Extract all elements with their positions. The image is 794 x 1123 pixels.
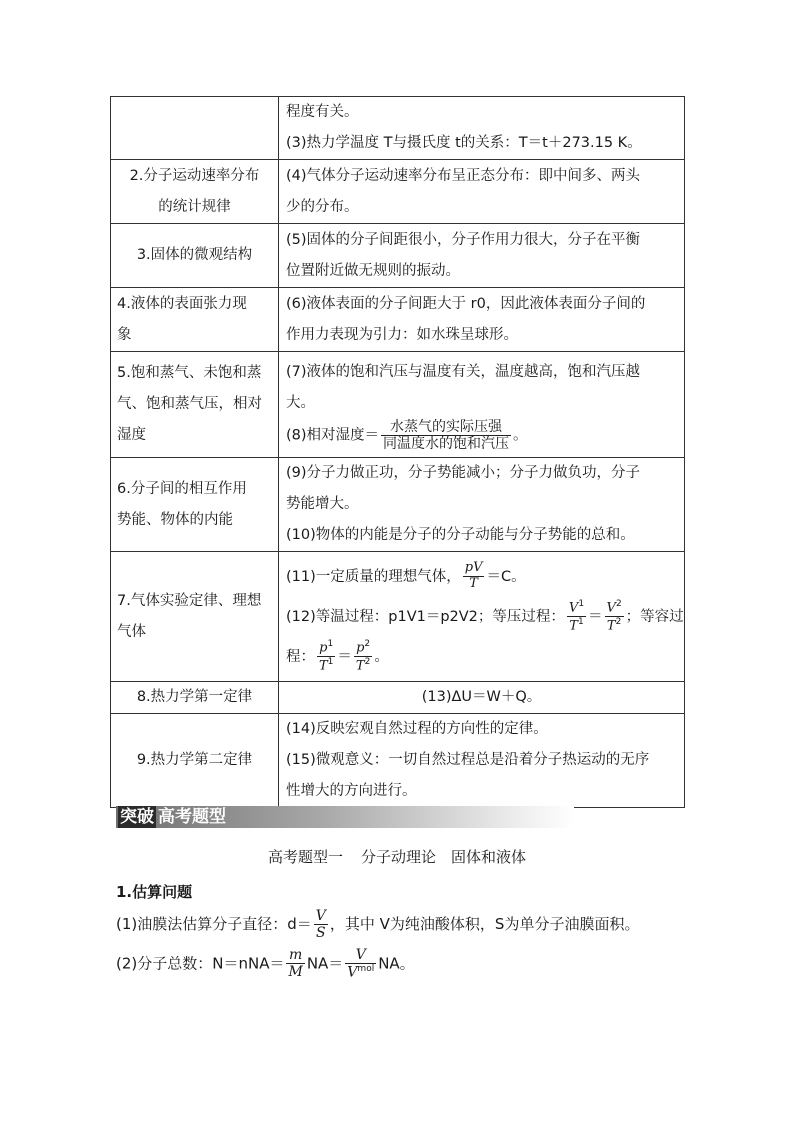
topic-line: 气、饱和蒸气压，相对 <box>117 396 262 412</box>
content-line: (4)气体分子运动速率分布呈正态分布：即中间多、两头 <box>286 167 641 184</box>
content-cell <box>279 714 685 808</box>
formula-suffix: 。 <box>374 648 389 665</box>
isochoric-fraction-left: $\frac{p^1}{T^1}$ <box>319 638 334 674</box>
topic-line: 势能、物体的内能 <box>117 511 233 528</box>
table-row <box>111 552 685 682</box>
content-line: (3)热力学温度 T与摄氏度 t的关系：T＝t＋273.15 K。 <box>286 135 642 151</box>
formula-mid: NA＝ <box>306 954 344 973</box>
content-cell <box>279 458 685 552</box>
topic-line: 象 <box>117 326 132 343</box>
formula-suffix: ＝C。 <box>486 568 526 585</box>
formula-suffix: ，其中 V为纯油酸体积，S为单分子油膜面积。 <box>329 915 640 934</box>
v-over-vmol-fraction: $\frac{V}{V^{mol}}$ <box>347 947 375 981</box>
content-line: 作用力表现为引力：如水珠呈球形。 <box>286 326 518 343</box>
v-over-s-fraction: $\frac{V}{S}$ <box>315 908 326 942</box>
formula-line: 程： $\frac{p^1}{T^1}$ ＝ $\frac{p^2}{T^2}$ 。 <box>286 638 389 674</box>
topic-cell <box>111 352 279 458</box>
content-line: (6)液体表面的分子间距大于 r0，因此液体表面分子间的 <box>286 295 646 312</box>
section-title <box>0 846 794 867</box>
content-line: (5)固体的分子间距很小，分子作用力很大，分子在平衡 <box>286 231 641 248</box>
table-row <box>111 97 685 160</box>
content-line: 大。 <box>286 394 315 411</box>
topic-cell <box>111 97 279 160</box>
formula-prefix: 程： <box>286 648 315 665</box>
topic-cell: 9.热力学第二定律 <box>111 714 279 808</box>
content-cell: (13)ΔU＝W＋Q。 <box>279 682 685 714</box>
topic-line: 4.液体的表面张力现 <box>117 295 247 312</box>
content-cell <box>279 97 685 160</box>
content-cell <box>279 288 685 352</box>
fraction-denominator: 同温度水的饱和汽压 <box>383 436 510 452</box>
table-row <box>111 224 685 288</box>
topic-line: 2.分子运动速率分布 <box>129 167 260 184</box>
content-line: 少的分布。 <box>286 198 359 215</box>
summary-table <box>110 96 685 808</box>
table-row <box>111 682 685 714</box>
topic-cell <box>111 288 279 352</box>
section-label: 高考题型一 <box>267 848 343 866</box>
content-cell <box>279 352 685 458</box>
table-row <box>111 160 685 224</box>
content-line: (14)反映宏观自然过程的方向性的定律。 <box>286 721 548 737</box>
content-cell <box>279 160 685 224</box>
formula-mid: ；等容过 <box>625 608 684 625</box>
topic-line: 气体 <box>117 623 146 640</box>
topic-line: 的统计规律 <box>158 198 231 215</box>
isobaric-fraction-left: $\frac{V^1}{T^1}$ <box>568 598 585 634</box>
formula-suffix: 。 <box>513 427 528 444</box>
content-line: 位置附近做无规则的振动。 <box>286 262 460 279</box>
topic-line: 5.饱和蒸气、未饱和蒸 <box>117 365 262 381</box>
content-line: (9)分子力做正功，分子势能减小；分子力做负功，分子 <box>286 465 641 481</box>
fraction-numerator: pV <box>464 560 483 576</box>
content-line: 程度有关。 <box>286 104 359 120</box>
paragraph <box>116 947 415 981</box>
content-cell <box>279 552 685 682</box>
formula-line: (12)等温过程：p1V1＝p2V2；等压过程： $\frac{V^1}{T^1}$ ＝ $\frac{V^2}{T^2}$ ；等容过 <box>286 598 684 634</box>
pv-over-t-fraction <box>463 561 485 592</box>
topic-cell: 3.固体的微观结构 <box>111 224 279 288</box>
table-row <box>111 352 685 458</box>
content-cell <box>279 224 685 288</box>
paragraph <box>116 908 639 941</box>
content-line: (15)微观意义：一切自然过程总是沿着分子热运动的无序 <box>286 752 650 768</box>
formula-prefix: (2)分子总数：N＝nNA＝ <box>116 954 285 973</box>
content-line: 性增大的方向进行。 <box>286 783 417 799</box>
banner-title: 高考题型 <box>158 807 226 827</box>
topic-cell: 8.热力学第一定律 <box>111 682 279 714</box>
table-row <box>111 288 685 352</box>
topic-line: 7.气体实验定律、理想 <box>117 592 262 609</box>
humidity-fraction <box>381 419 511 452</box>
isochoric-fraction-right: $\frac{p^2}{T^2}$ <box>355 638 371 674</box>
formula-prefix: (11)一定质量的理想气体， <box>286 568 461 585</box>
content-line: 势能增大。 <box>286 496 359 512</box>
fraction-numerator: 水蒸气的实际压强 <box>381 419 511 436</box>
isobaric-fraction-right: $\frac{V^2}{T^2}$ <box>606 598 622 634</box>
formula-line <box>286 419 677 452</box>
m-over-M-fraction: $\frac{m}{M}$ <box>288 947 303 981</box>
formula-suffix: NA。 <box>378 954 415 973</box>
topic-cell <box>111 458 279 552</box>
content-line: (7)液体的饱和汽压与温度有关，温度越高，饱和汽压越 <box>286 363 641 380</box>
section-topic: 分子动理论 固体和液体 <box>361 848 527 866</box>
section-banner <box>116 806 574 828</box>
formula-prefix: (8)相对湿度＝ <box>286 427 380 444</box>
banner-highlight: 突破 <box>120 807 154 827</box>
topic-line: 6.分子间的相互作用 <box>117 480 247 497</box>
table-row <box>111 714 685 808</box>
formula-prefix: (1)油膜法估算分子直径：d＝ <box>116 915 312 934</box>
formula-line <box>286 557 677 597</box>
subheading: 1.估算问题 <box>116 883 193 901</box>
topic-cell <box>111 160 279 224</box>
fraction-denominator: T <box>469 576 478 591</box>
formula-prefix: (12)等温过程：p1V1＝p2V2；等压过程： <box>286 608 565 625</box>
table-row <box>111 458 685 552</box>
content-line: (10)物体的内能是分子的分子动能与分子势能的总和。 <box>286 527 635 543</box>
topic-cell <box>111 552 279 682</box>
topic-line: 湿度 <box>117 427 146 443</box>
